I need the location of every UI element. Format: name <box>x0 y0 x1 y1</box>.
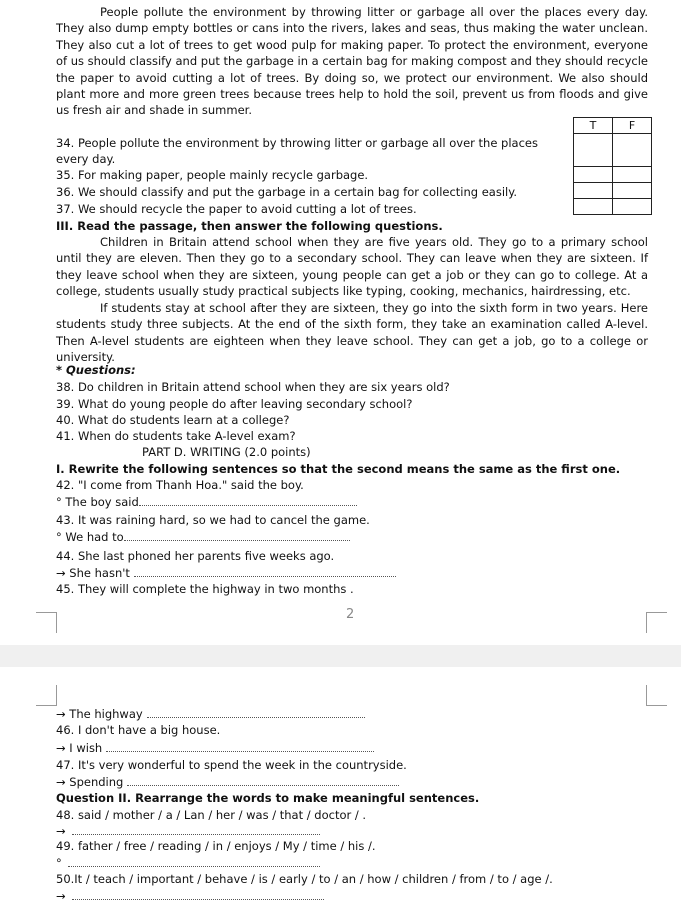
crop-mark-bottom-left <box>36 612 57 633</box>
question-45: 45. They will complete the highway in two months . <box>56 582 354 596</box>
answer-42-blank[interactable] <box>139 495 357 506</box>
answer-47-line[interactable] <box>56 775 399 790</box>
question-47: 47. It's very wonderful to spend the week in the countryside. <box>56 758 407 772</box>
question-39: 39. What do young people do after leaving secondary school? <box>56 397 413 411</box>
answer-42-line[interactable] <box>56 495 357 510</box>
passage-2-paragraph-1: Children in Britain attend school when they are five years old. They go to a primary school until they are eleven. Then they go to a secondary school. They can leave when they are sixteen. If they leave school when they are sixteen, young people can get a job or they can go to college. At a college, students usually study practical subjects like typing, cooking, mechanics, hairdressing, etc. <box>56 235 648 299</box>
answer-50-line[interactable] <box>56 889 324 904</box>
answer-47-prompt: → Spending <box>56 775 124 789</box>
answer-49-prompt: ° <box>56 856 62 870</box>
question-48: 48. said / mother / a / Lan / her / was / that / doctor / . <box>56 808 367 822</box>
question-38: 38. Do children in Britain attend school when they are six years old? <box>56 380 450 394</box>
answer-45-line[interactable] <box>56 707 365 722</box>
tf-cell-37-t[interactable] <box>574 199 613 215</box>
tf-question-36: 36. We should classify and put the garbage in a certain bag for collecting easily. <box>56 185 518 199</box>
tf-cell-34-t[interactable] <box>574 134 613 167</box>
answer-48-line[interactable] <box>56 824 320 839</box>
tf-cell-37-f[interactable] <box>613 199 652 215</box>
page-gap <box>0 645 681 667</box>
tf-header-f: F <box>613 118 652 134</box>
answer-47-blank[interactable] <box>127 775 399 786</box>
answer-43-blank[interactable] <box>124 530 350 541</box>
answer-43-line[interactable] <box>56 530 350 545</box>
page-2 <box>0 667 681 906</box>
tf-cell-36-t[interactable] <box>574 183 613 199</box>
true-false-table <box>573 117 652 215</box>
answer-50-prompt: → <box>56 889 66 903</box>
answer-44-prompt: → She hasn't <box>56 566 130 580</box>
answer-42-prompt: ° The boy said <box>56 495 139 509</box>
tf-header-t: T <box>574 118 613 134</box>
answer-44-line[interactable] <box>56 566 396 581</box>
part-d-heading: PART D. WRITING (2.0 points) <box>142 445 311 459</box>
questions-label: * Questions: <box>56 363 136 377</box>
section-3-heading: III. Read the passage, then answer the following questions. <box>56 219 443 233</box>
crop-mark-bottom-right <box>646 612 667 633</box>
passage-1: People pollute the environment by throwing litter or garbage all over the places every day. They also dump empty bottles or cans into the rivers, lakes and seas, thus making the water unclean. They also cut a lot of trees to get wood pulp for making paper. To protect the environment, everyone of us should classify and put the garbage in a certain bag for making compost and they should recycle the paper to avoid cutting a lot of trees. By doing so, we protect our environment. We also should plant more and more green trees because trees help to hold the soil, prevent us from floods and give us fresh air and shade in summer. <box>56 5 648 118</box>
answer-45-blank[interactable] <box>147 707 365 718</box>
question-43: 43. It was raining hard, so we had to cancel the game. <box>56 513 370 527</box>
answer-44-blank[interactable] <box>134 566 396 577</box>
question-41: 41. When do students take A-level exam? <box>56 429 296 443</box>
tf-question-34: 34. People pollute the environment by throwing litter or garbage all over the places every day. <box>56 136 538 167</box>
crop-mark-top-right <box>646 685 667 706</box>
tf-question-37: 37. We should recycle the paper to avoid cutting a lot of trees. <box>56 202 417 216</box>
answer-43-prompt: ° We had to <box>56 530 124 544</box>
tf-cell-35-t[interactable] <box>574 167 613 183</box>
answer-46-line[interactable] <box>56 741 374 756</box>
answer-49-line[interactable] <box>56 856 320 871</box>
answer-46-prompt: → I wish <box>56 741 103 755</box>
answer-46-blank[interactable] <box>106 741 374 752</box>
rewrite-heading: I. Rewrite the following sentences so that the second means the same as the first one. <box>56 462 621 476</box>
tf-cell-34-f[interactable] <box>613 134 652 167</box>
question-42: 42. "I come from Thanh Hoa." said the boy. <box>56 478 304 492</box>
question-49: 49. father / free / reading / in / enjoys / My / time / his /. <box>56 839 376 853</box>
answer-48-prompt: → <box>56 824 66 838</box>
answer-50-blank[interactable] <box>72 889 324 900</box>
question-40: 40. What do students learn at a college? <box>56 413 290 427</box>
tf-cell-35-f[interactable] <box>613 167 652 183</box>
page-number: 2 <box>346 607 355 622</box>
question-50: 50.It / teach / important / behave / is / early / to / an / how / children / from / to / age /. <box>56 872 553 886</box>
tf-cell-36-f[interactable] <box>613 183 652 199</box>
answer-48-blank[interactable] <box>72 824 320 835</box>
rearrange-heading: Question II. Rearrange the words to make meaningful sentences. <box>56 791 480 805</box>
crop-mark-top-left <box>36 685 57 706</box>
question-46: 46. I don't have a big house. <box>56 723 221 737</box>
tf-question-35: 35. For making paper, people mainly recycle garbage. <box>56 168 369 182</box>
passage-2-paragraph-2: If students stay at school after they are sixteen, they go into the sixth form in two years. Here students study three subjects. At the end of the sixth form, they take an examination called A-level. Then A-level students are eighteen when they leave school. They can get a job, go to a college or university. <box>56 301 648 365</box>
answer-49-blank[interactable] <box>68 856 320 867</box>
question-44: 44. She last phoned her parents five weeks ago. <box>56 549 335 563</box>
answer-45-prompt: → The highway <box>56 707 143 721</box>
